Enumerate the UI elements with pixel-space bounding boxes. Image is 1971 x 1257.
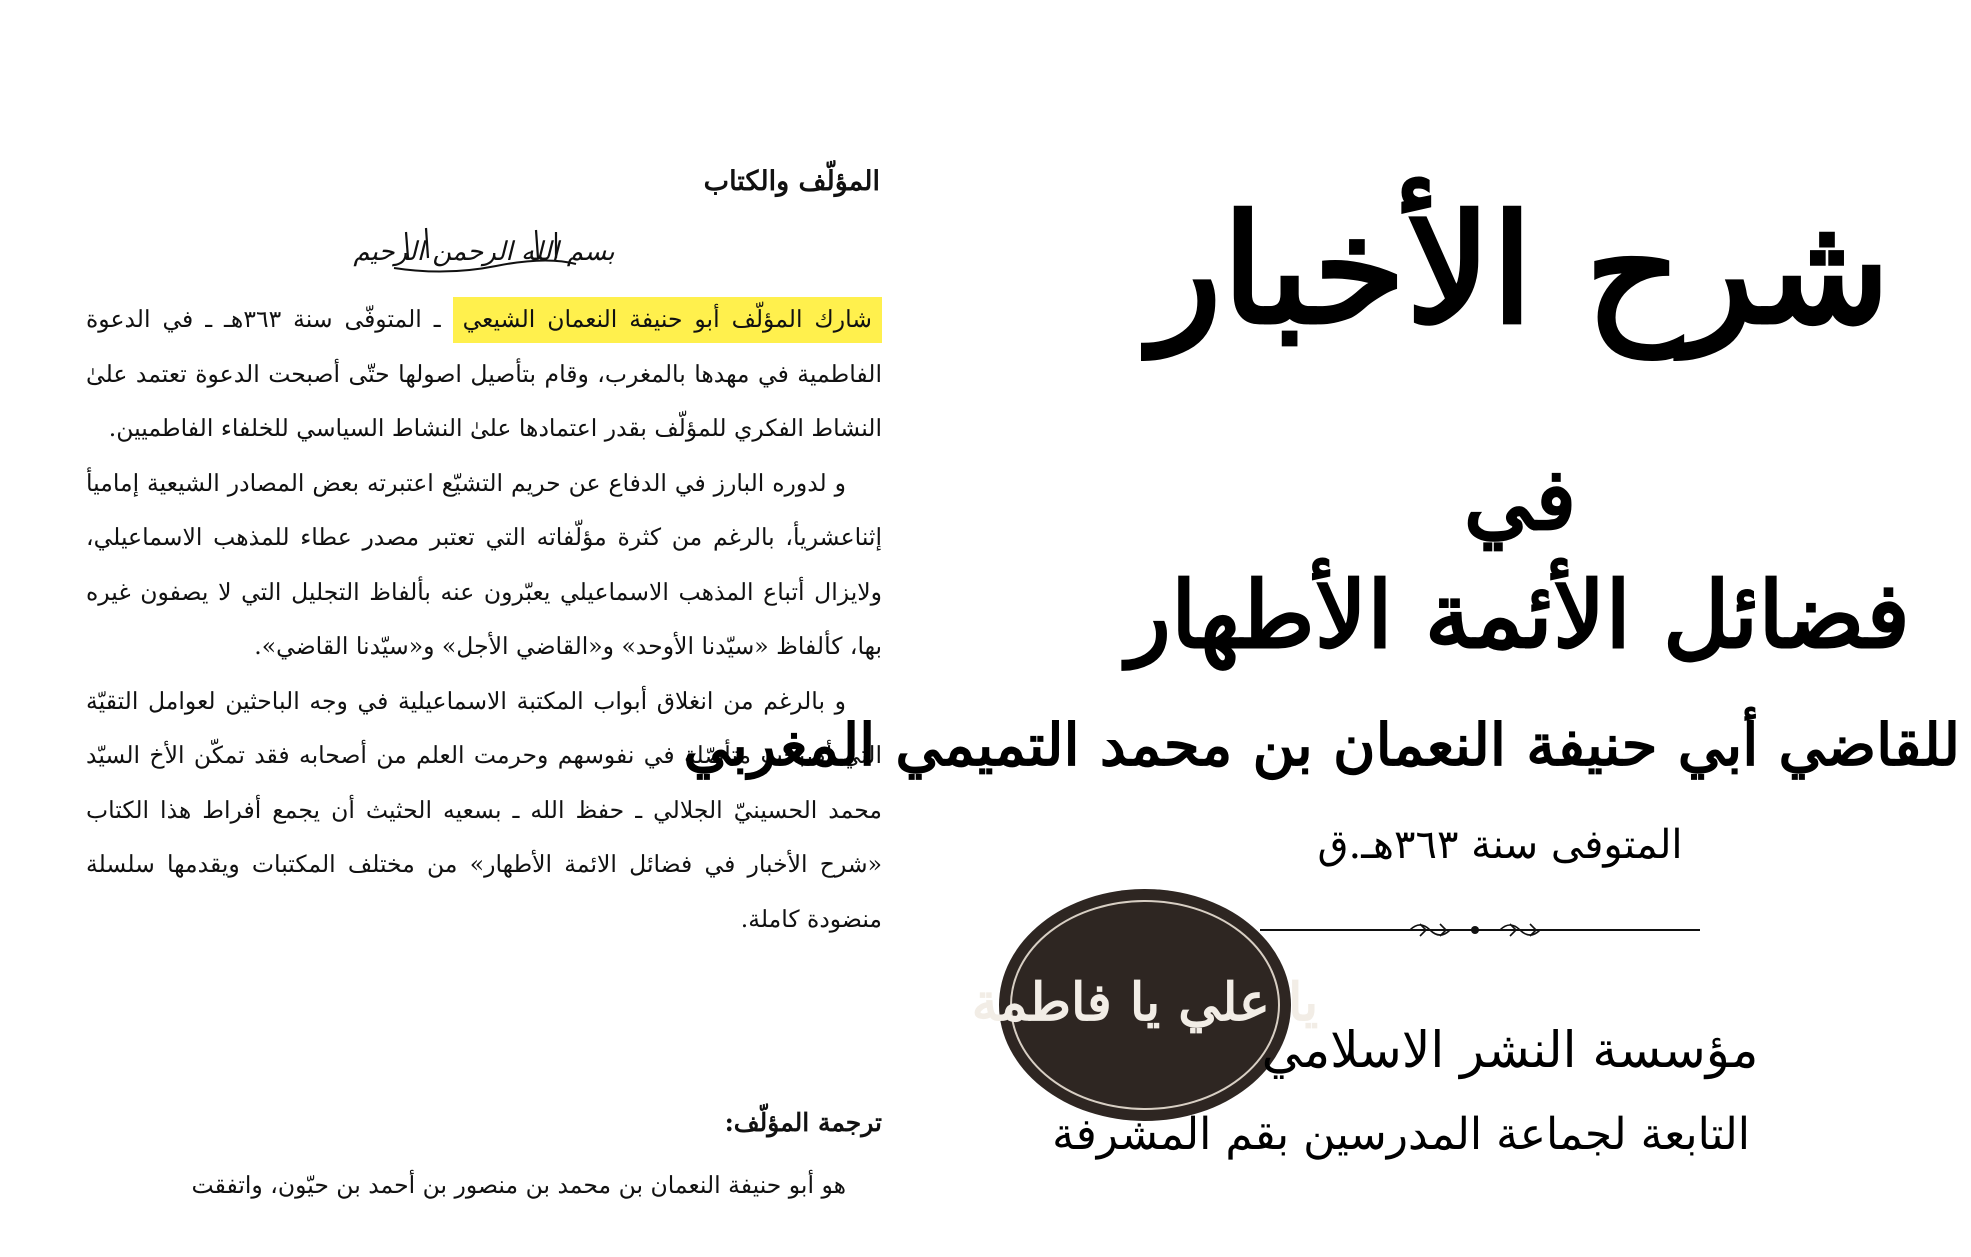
highlighted-phrase: شارك المؤلّف أبو حنيفة النعمان الشيعي (453, 297, 882, 343)
svg-text:بسم الله الرحمن الرحيم: بسم الله الرحمن الرحيم (353, 237, 615, 267)
author-name: للقاضي أبي حنيفة النعمان بن محمد التميمي المغربي (683, 711, 1960, 779)
ornamental-divider (1260, 910, 1700, 950)
author-section-label: ترجمة المؤلّف: (724, 1108, 882, 1137)
book-title: شرح الأخبار (1149, 182, 1891, 358)
author-intro-line: هو أبو حنيفة النعمان بن محمد بن منصور بن أحمد بن حيّون، واتفقت (191, 1171, 846, 1199)
paragraph-2: و لدوره البارز في الدفاع عن حريم التشيّع اعتبرته بعض المصادر الشيعية إماميأ إثناعشريأ، بالرغم من كثرة مؤلّفاته التي تعتبر مصدر عطاء للمذهب الاسماعيلي، ولايزال أتباع المذهب الاسماعيلي يعبّرون عنه بألفاظ التجليل التي لا يصفون غيره بها، كألفاظ «سيّدنا الأوحد» و«القاضي الأجل» و«سيّدنا القاضي». (86, 468, 882, 660)
basmala-calligraphy (353, 218, 615, 280)
seal-text: يا علي يا فاطمة (971, 972, 1319, 1033)
publisher-affiliation: التابعة لجماعة المدرسين بقم المشرفة (1052, 1109, 1750, 1160)
paragraph-3: و بالرغم من انغلاق أبواب المكتبة الاسماعيلية في وجه الباحثين لعوامل التقيّة التي أصبحت متأصّلة في نفوسهم وحرمت العلم من أصحابه فقد تمكّن الأخ السيّد محمد الحسينيّ الجلالي ـ حفظ الله ـ بسعيه الحثيث أن يجمع أفراط هذا الكتاب «شرح الأخبار في فضائل الائمة الأطهار» من مختلف المكتبات ويقدمها سلسلة منضودة كاملة. (86, 686, 882, 933)
paragraph-1-rest: ـ المتوفّى سنة ٣٦٣هـ ـ في الدعوة الفاطمية في مهدها بالمغرب، وقام بتأصيل اصولها حتّى أصبحت الدعوة تعتمد علىٰ النشاط الفكري للمؤلّف بقدر اعتمادها علىٰ النشاط السياسي للخلفاء الفاطميين. (86, 305, 882, 442)
title-connector: في (1463, 449, 1577, 550)
section-title: المؤلّف والكتاب (703, 166, 880, 197)
book-subtitle: فضائل الأئمة الأطهار (1126, 561, 1910, 669)
left-page (0, 0, 940, 1257)
body-text (86, 292, 882, 946)
death-date: المتوفى سنة ٣٦٣هـ.ق (1317, 822, 1683, 868)
publisher-name: مؤسسة النشر الاسلامي (1261, 1021, 1759, 1079)
paragraph-1 (86, 292, 882, 456)
